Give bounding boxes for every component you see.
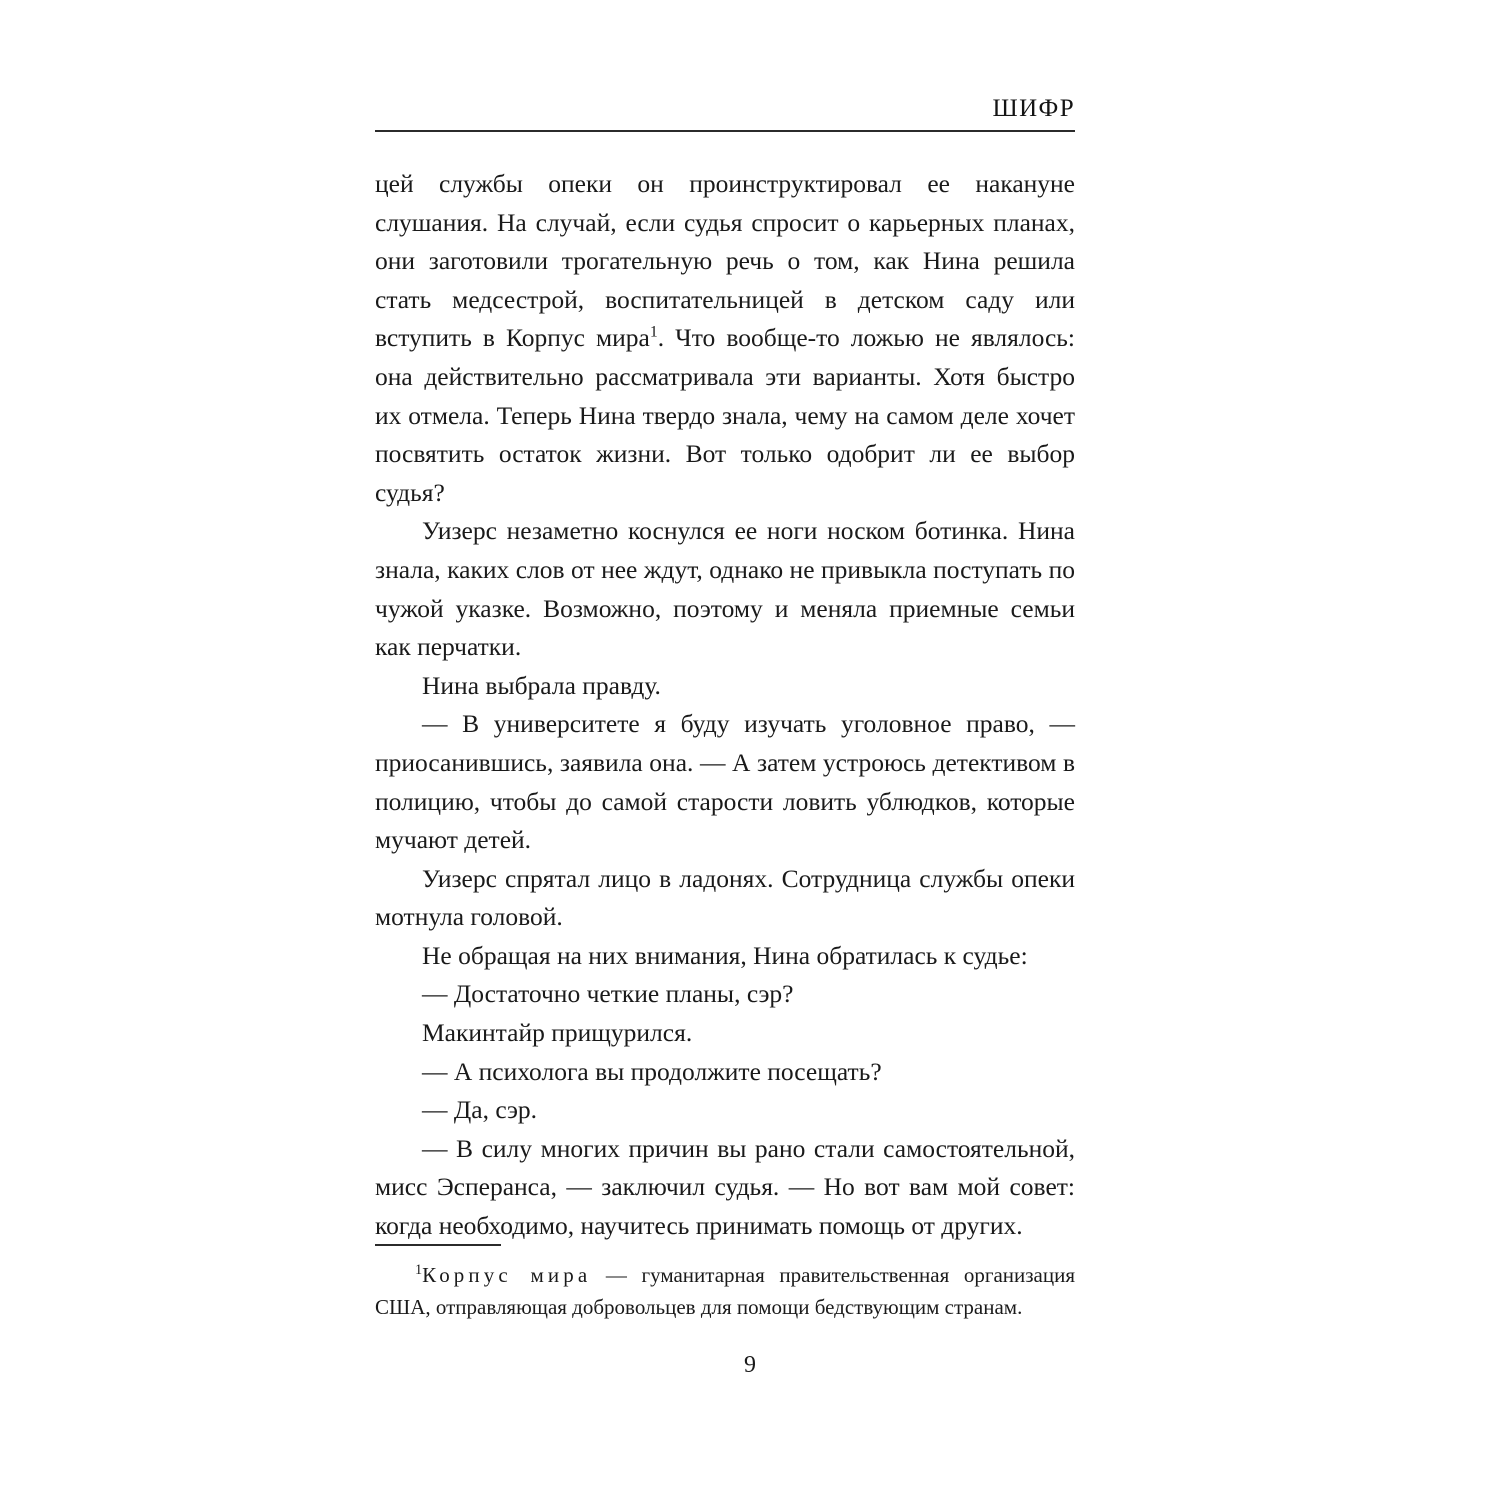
paragraph [375,165,1075,512]
paragraph: — А психолога вы продолжите посещать? [422,1056,882,1086]
page-number: 9 [744,1352,756,1378]
paragraph: Уизерс незаметно коснулся ее ноги носком ботинка. Нина знала, каких слов от нее ждут, однако не привыкла поступать по чужой указке. Возможно, поэтому и меняла приемные семьи как перчатки. [375,516,1075,662]
footnote-reference-marker[interactable]: 1 [649,323,658,341]
paragraph: Не обращая на них внимания, Нина обратилась к судье: [422,940,1028,970]
footnote-marker: 1 [415,1262,423,1278]
footnote-separator-rule [375,1244,501,1246]
footnote-definition: — гуманитарная правительственная организация США, отправляющая добровольцев для помощи бедствующим странам. [375,1263,1076,1319]
paragraph: Уизерс спрятал лицо в ладонях. Сотрудница службы опеки мотнула головой. [375,863,1075,932]
running-head: ШИФР [992,95,1075,122]
paragraph-text-tail: . Что вообще-то ложью не являлось: она действительно рассматривала эти варианты. Хотя быстро их отмела. Теперь Нина твердо знала, чему на самом деле хочет посвятить остаток жизни. Вот только одобрит ли ее выбор судья? [375,323,1075,507]
paragraph: Нина выбрала правду. [422,670,661,700]
paragraph: — Да, сэр. [422,1095,538,1125]
footnote-block [375,1244,1075,1323]
text-block [375,96,1075,1246]
header-rule [375,130,1075,132]
footnote-term: Корпус мира [422,1263,592,1287]
footnote-text [375,1260,1075,1323]
paragraph: — В силу многих причин вы рано стали самостоятельной, мисс Эсперанса, — заключил судья. — Но вот вам мой совет: когда необходимо, научитесь принимать помощь от других. [375,1133,1075,1241]
paragraph: — В университете я буду изучать уголовное право, — приосанившись, заявила она. — А затем устроюсь детективом в полицию, чтобы до самой старости ловить ублюдков, которые мучают детей. [375,709,1075,855]
body-copy [375,165,1075,1246]
paragraph: Макинтайр прищурился. [422,1018,693,1048]
paragraph-text: цей службы опеки он проинструктировал ее накануне слушания. На случай, если судья спросит о карьерных планах, они заготовили трогательную речь о том, как Нина решила стать медсестрой, воспитательницей в детском саду или вступить в Корпус мира [375,169,1075,353]
paragraph: — Достаточно четкие планы, сэр? [422,979,794,1009]
